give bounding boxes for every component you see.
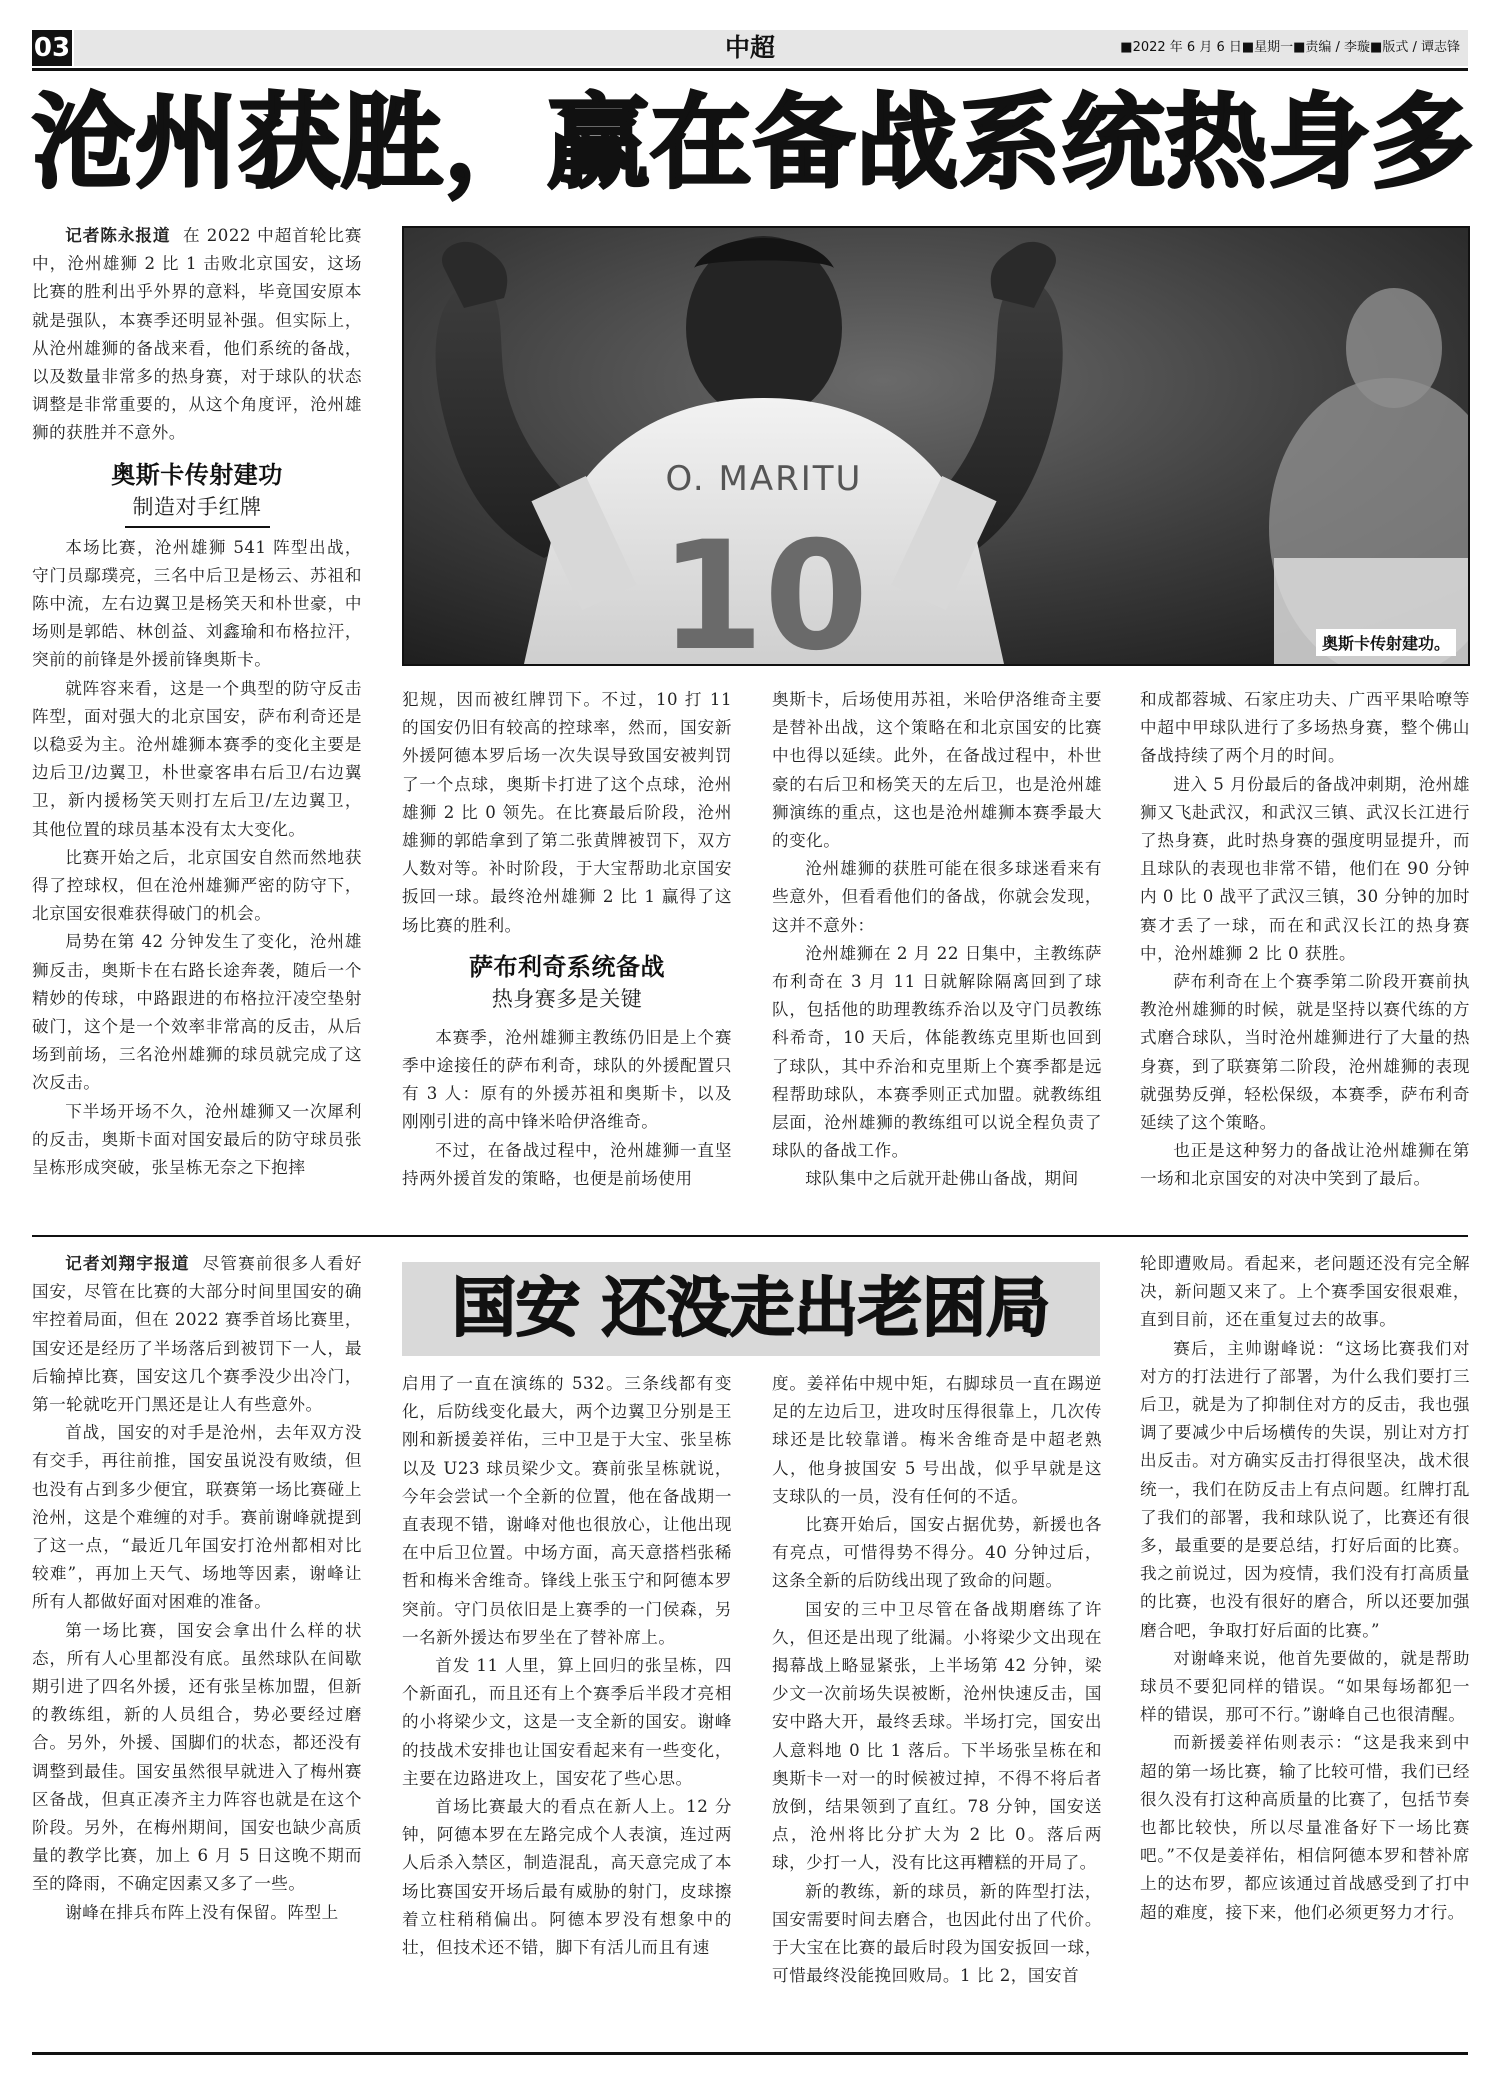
paragraph: 首场比赛最大的看点在新人上。12 分钟，阿德本罗在左路完成个人表演，连过两人后杀入禁区，制造混乱，高天意完成了本场比赛国安开场后最有威胁的射门，皮球擦着立柱稍稍偏出。阿德本罗没有想象中的壮，但技术还不错，脚下有活儿而且有速 [402,1797,732,1958]
news-photo [402,226,1470,666]
paragraph: 在 2022 中超首轮比赛中，沧州雄狮 2 比 1 击败北京国安，这场比赛的胜利出乎外界的意料，毕竟国安原本就是强队，本赛季还明显补强。但实际上，从沧州雄狮的备战来看，他们系统的备战，以及数量非常多的热身赛，对于球队的状态调整是非常重要的，从这个角度评，沧州雄狮的获胜并不意外。 [32,226,362,443]
paragraph: 局势在第 42 分钟发生了变化，沧州雄狮反击，奥斯卡在右路长途奔袭，随后一个精妙的传球，中路跟进的布格拉汗凌空垫射破门，这个是一个效率非常高的反击，从后场到前场，三名沧州雄狮的球员就完成了这次反击。 [32,932,362,1093]
main-headline: 沧州获胜，赢在备战系统热身多 [32,83,1474,203]
paragraph: 首战，国安的对手是沧州，去年双方没有交手，再往前推，国安虽说没有败绩，但也没有占到多少便宜，联赛第一场比赛碰上沧州，这是个难缠的对手。赛前谢峰就提到了这一点，“最近几年国安打沧州都相对比较难”，再加上天气、场地等因素，谢峰让所有人都做好面对困难的准备。 [32,1423,362,1612]
story1-column-4 [1140,686,1470,1194]
header-rule [32,68,1468,71]
paragraph: 比赛开始后，国安占据优势，新援也各有亮点，可惜得势不得分。40 分钟过后，这条全新的后防线出现了致命的问题。 [772,1515,1102,1591]
svg-text:O. MARITU: O. MARITU [665,459,863,499]
page-number: 03 [32,30,72,66]
story2-column-3 [772,1370,1102,1990]
player-celebration-image [404,228,1468,664]
subheading-subtitle: 热身赛多是关键 [491,986,643,1011]
paragraph: 进入 5 月份最后的备战冲刺期，沧州雄狮又飞赴武汉，和武汉三镇、武汉长江进行了热身赛，此时热身赛的强度明显提升，而且球队的表现也非常不错，他们在 90 分钟内 0 比 0 战平了武汉三镇，30 分钟的加时赛才丢了一球，而在和武汉长江的热身赛中，沧州雄狮 2 比 0 获胜。 [1140,774,1470,963]
paragraph: 首发 11 人里，算上回归的张呈栋，四个新面孔，而且还有上个赛季后半段才亮相的小将梁少文，这是一支全新的国安。谢峰的技战术安排也让国安看起来有一些变化，主要在边路进攻上，国安花了些心思。 [402,1656,732,1788]
paragraph: 本场比赛，沧州雄狮 541 阵型出战，守门员鄢璞亮，三名中后卫是杨云、苏祖和陈中流，左右边翼卫是杨笑天和朴世豪，中场则是郭皓、林创益、刘鑫瑜和布格拉汗，突前的前锋是外援前锋奥斯卡。 [32,537,362,670]
paragraph: 沧州雄狮的获胜可能在很多球迷看来有些意外，但看看他们的备战，你就会发现，这并不意外： [772,859,1102,935]
paragraph: 比赛开始之后，北京国安自然而然地获得了控球权，但在沧州雄狮严密的防守下，北京国安很难获得破门的机会。 [32,847,362,924]
story2-column-4 [1140,1250,1470,1927]
issue-meta: ■2022 年 6 月 6 日■星期一■责编 / 李璇■版式 / 谭志锋 [1120,40,1460,55]
paragraph: 不过，在备战过程中，沧州雄狮一直坚持两外援首发的策略，也便是前场使用 [402,1140,732,1188]
story1-column-2 [402,686,732,1193]
paragraph: 和成都蓉城、石家庄功夫、广西平果哈嘹等中超中甲球队进行了多场热身赛，整个佛山备战持续了两个月的时间。 [1140,690,1470,766]
story1-column-3 [772,686,1102,1194]
paragraph: 本赛季，沧州雄狮主教练仍旧是上个赛季中途接任的萨布利奇，球队的外援配置只有 3 人：原有的外援苏祖和奥斯卡，以及刚刚引进的高中锋米哈伊洛维奇。 [402,1027,732,1132]
svg-text:10: 10 [659,510,869,664]
paragraph: 犯规，因而被红牌罚下。不过，10 打 11 的国安仍旧有较高的控球率，然而，国安新外援阿德本罗后场一次失误导致国安被判罚了一个点球，奥斯卡打进了这个点球，沧州雄狮 2 比 0 领先。在比赛最后阶段，沧州雄狮的郭皓拿到了第二张黄牌被罚下，双方人数对等。补时阶段，于大宝帮助北京国安扳回一球。最终沧州雄狮 2 比 1 赢得了这场比赛的胜利。 [402,690,732,935]
paragraph: 新的教练，新的球员，新的阵型打法，国安需要时间去磨合，也因此付出了代价。于大宝在比赛的最后时段为国安扳回一球，可惜最终没能挽回败局。1 比 2，国安首 [772,1881,1102,1986]
subheading [32,458,362,528]
paragraph: 球队集中之后就开赴佛山备战，期间 [805,1169,1079,1189]
subheading [402,950,732,1018]
photo-caption: 奥斯卡传射建功。 [1316,629,1456,656]
paragraph: 而新援姜祥佑则表示：“这是我来到中超的第一场比赛，输了比较可惜，我们已经很久没有打这种高质量的比赛了，包括节奏也都比较快，所以尽量准备好下一场比赛吧。”不仅是姜祥佑，相信阿德本罗和替补席上的达布罗，都应该通过首战感受到了打中超的难度，接下来，他们必须更努力才行。 [1140,1733,1470,1922]
story1-column-1 [32,222,362,1182]
subheading-title: 奥斯卡传射建功 [111,460,283,489]
paragraph: 奥斯卡，后场使用苏祖，米哈伊洛维奇主要是替补出战，这个策略在和北京国安的比赛中也得以延续。此外，在备战过程中，朴世豪的右后卫和杨笑天的左后卫，也是沧州雄狮演练的重点，这也是沧州雄狮本赛季最大的变化。 [772,690,1102,851]
paragraph: 赛后，主帅谢峰说：“这场比赛我们对对方的打法进行了部署，为什么我们要打三后卫，就是为了抑制住对方的反击，我也强调了要减少中后场横传的失误，别让对方打出反击。对方确实反击打得很坚决，战术很统一，我们在防反击上有点问题。红牌打乱了我们的部署，我和球队说了，比赛还有很多，最重要的是要总结，打好后面的比赛。我之前说过，因为疫情，我们没有打高质量的比赛，也没有很好的磨合，所以还要加强磨合吧，争取打好后面的比赛。” [1140,1338,1470,1640]
story2-column-1 [32,1250,362,1927]
subheading-subtitle: 制造对手红牌 [125,492,270,528]
subheading-title: 萨布利奇系统备战 [469,952,665,981]
paragraph: 度。姜祥佑中规中矩，右脚球员一直在踢逆足的左边后卫，进攻时压得很靠上，几次传球还是比较靠谱。梅米舍维奇是中超老熟人，他身披国安 5 号出战，似乎早就是这支球队的一员，没有任何的不适。 [772,1374,1102,1506]
paragraph: 国安的三中卫尽管在备战期磨练了许久，但还是出现了纰漏。小将梁少文出现在揭幕战上略显紧张，上半场第 42 分钟，梁少文一次前场失误被断，沧州快速反击，国安中路大开，最终丢球。半场打完，国安出人意料地 0 比 1 落后。下半场张呈栋在和奥斯卡一对一的时候被过掉，不得不将后者放倒，结果领到了直红。78 分钟，国安送点，沧州将比分扩大为 2 比 0。落后两球，少打一人，没有比这再糟糕的开局了。 [772,1599,1102,1873]
paragraph: 第一场比赛，国安会拿出什么样的状态，所有人心里都没有底。虽然球队在间歇期引进了四名外援，还有张呈栋加盟，但新的教练组，新的人员组合，势必要经过磨合。另外，外援、国脚们的状态，都还没有调整到最佳。国安虽然很早就进入了梅州赛区备战，但真正凑齐主力阵容也就是在这个阶段。另外，在梅州期间，国安也缺少高质量的教学比赛，加上 6 月 5 日这晚不期而至的降雨，不确定因素又多了一些。 [32,1620,362,1894]
paragraph: 萨布利奇在上个赛季第二阶段开赛前执教沧州雄狮的时候，就是坚持以赛代练的方式磨合球队，当时沧州雄狮进行了大量的热身赛，到了联赛第二阶段，沧州雄狮的表现就强势反弹，轻松保级，本赛季，萨布利奇延续了这个策略。 [1140,972,1470,1133]
paragraph: 沧州雄狮在 2 月 22 日集中，主教练萨布利奇在 3 月 11 日就解除隔离回到了球队，包括他的助理教练乔治以及守门员教练科希奇，10 天后，体能教练克里斯也回到了球队，其中乔治和克里斯上个赛季都是远程帮助球队，本赛季则正式加盟。就教练组层面，沧州雄狮的教练组可以说全程负责了球队的备战工作。 [772,943,1102,1161]
footer-rule [32,2052,1468,2055]
byline: 记者刘翔宇报道 [65,1254,190,1273]
section-name: 中超 [724,33,775,62]
byline: 记者陈永报道 [65,226,171,245]
story2-column-2 [402,1370,732,1962]
second-headline: 国安 还没走出老困局 [451,1272,1051,1346]
paragraph: 谢峰在排兵布阵上没有保留。阵型上 [65,1902,339,1922]
paragraph: 对谢峰来说，他首先要做的，就是帮助球员不要犯同样的错误。“如果每场都犯一样的错误，那可不行。”谢峰自己也很清醒。 [1140,1648,1470,1725]
paragraph: 也正是这种努力的备战让沧州雄狮在第一场和北京国安的对决中笑到了最后。 [1140,1141,1470,1189]
paragraph: 尽管赛前很多人看好国安，尽管在比赛的大部分时间里国安的确牢控着局面，但在 2022 赛季首场比赛里，国安还是经历了半场落后到被罚下一人，最后输掉比赛，国安这几个赛季没少出冷门，第一轮就吃开门黑还是让人有些意外。 [32,1254,362,1415]
paragraph: 就阵容来看，这是一个典型的防守反击阵型，面对强大的北京国安，萨布利奇还是以稳妥为主。沧州雄狮本赛季的变化主要是边后卫/边翼卫，朴世豪客串右后卫/右边翼卫，新内援杨笑天则打左后卫/左边翼卫，其他位置的球员基本没有太大变化。 [32,678,362,839]
story-divider [32,1235,1468,1237]
paragraph: 轮即遭败局。看起来，老问题还没有完全解决，新问题又来了。上个赛季国安很艰难，直到目前，还在重复过去的故事。 [1140,1254,1470,1330]
paragraph: 启用了一直在演练的 532。三条线都有变化，后防线变化最大，两个边翼卫分别是王刚和新援姜祥佑，三中卫是于大宝、张呈栋以及 U23 球员梁少文。赛前张呈栋就说，今年会尝试一个全新的位置，他在备战期一直表现不错，谢峰对他也很放心，让他出现在中后卫位置。中场方面，高天意搭档张稀哲和梅米舍维奇。锋线上张玉宁和阿德本罗突前。守门员依旧是上赛季的一门侯森，另一名新外援达布罗坐在了替补席上。 [402,1374,732,1647]
paragraph: 下半场开场不久，沧州雄狮又一次犀利的反击，奥斯卡面对国安最后的防守球员张呈栋形成突破，张呈栋无奈之下抱摔 [32,1101,362,1178]
